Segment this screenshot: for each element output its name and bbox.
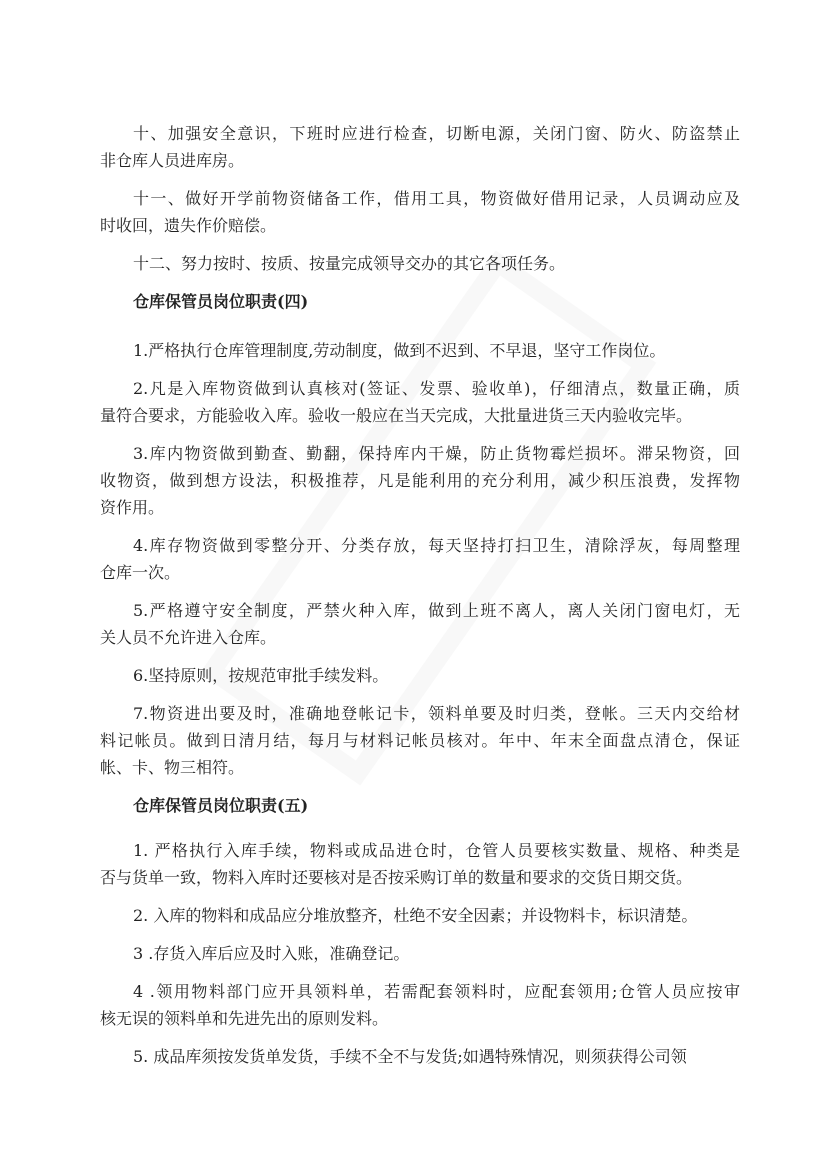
text-line: 3.库内物资做到勤查、勤翻，保持库内干燥，防止货物霉烂损坏。滞呆物资，回 (133, 444, 740, 463)
section-title (100, 792, 740, 819)
paragraph (100, 978, 740, 1032)
paragraph (100, 250, 740, 277)
text-line: 帐、卡、物三相符。 (100, 758, 245, 777)
text-line: 5. 成品库须按发货单发货，手续不全不与发货;如遇特殊情况，则须获得公司领 (133, 1047, 687, 1066)
text-line: 核无误的领料单和先进先出的原则发料。 (100, 1009, 389, 1028)
text-line: 时收回，遗失作价赔偿。 (100, 216, 277, 235)
paragraph (100, 662, 740, 689)
text-line: 1.严格执行仓库管理制度,劳动制度，做到不迟到、不早退，坚守工作岗位。 (133, 341, 666, 360)
text-line: 仓库一次。 (100, 563, 181, 582)
paragraph (100, 1043, 740, 1070)
text-line: 5.严格遵守安全制度，严禁火种入库，做到上班不离人，离人关闭门窗电灯，无 (133, 601, 740, 620)
paragraph (100, 337, 740, 364)
paragraph (100, 440, 740, 521)
text-line: 2.凡是入库物资做到认真核对(签证、发票、验收单)，仔细清点，数量正确，质 (133, 379, 740, 398)
text-line: 4.库存物资做到零整分开、分类存放，每天坚持打扫卫生，清除浮灰，每周整理 (133, 536, 740, 555)
paragraph (100, 902, 740, 929)
paragraph (100, 120, 740, 174)
paragraph (100, 597, 740, 651)
text-line: 量符合要求，方能验收入库。验收一般应在当天完成，大批量进货三天内验收完毕。 (100, 406, 693, 425)
section-title (100, 288, 740, 315)
text-line: 7.物资进出要及时，准确地登帐记卡，领料单要及时归类，登帐。三天内交给材 (133, 704, 740, 723)
text-line: 关人员不允许进入仓库。 (100, 628, 277, 647)
paragraph (100, 700, 740, 781)
text-line: 1. 严格执行入库手续，物料或成品进仓时，仓管人员要核实数量、规格、种类是 (133, 841, 740, 860)
paragraph (100, 940, 740, 967)
text-line: 十二、努力按时、按质、按量完成领导交办的其它各项任务。 (133, 254, 566, 273)
text-line: 十一、做好开学前物资储备工作，借用工具，物资做好借用记录，人员调动应及 (133, 189, 740, 208)
text-line: 6.坚持原则，按规范审批手续发料。 (133, 666, 389, 685)
paragraph (100, 375, 740, 429)
text-line: 十、加强安全意识，下班时应进行检查，切断电源，关闭门窗、防火、防盗禁止 (133, 124, 740, 143)
document-page (100, 120, 740, 1081)
text-line: 4 .领用物料部门应开具领料单，若需配套领料时，应配套领用;仓管人员应按审 (133, 982, 740, 1001)
paragraph (100, 837, 740, 891)
text-line: 仓库保管员岗位职责(五) (133, 796, 309, 815)
text-line: 料记帐员。做到日清月结，每月与材料记帐员核对。年中、年末全面盘点清仓，保证 (100, 731, 740, 750)
text-line: 非仓库人员进库房。 (100, 151, 245, 170)
text-line: 资作用。 (100, 498, 165, 517)
text-line: 3 .存货入库后应及时入账，准确登记。 (133, 944, 410, 963)
text-line: 收物资，做到想方设法，积极推荐，凡是能利用的充分利用，减少积压浪费，发挥物 (100, 471, 740, 490)
paragraph (100, 532, 740, 586)
paragraph (100, 185, 740, 239)
text-line: 2. 入库的物料和成品应分堆放整齐，杜绝不安全因素；并设物料卡，标识清楚。 (133, 906, 698, 925)
text-line: 仓库保管员岗位职责(四) (133, 292, 309, 311)
text-line: 否与货单一致，物料入库时还要核对是否按采购订单的数量和要求的交货日期交货。 (100, 868, 693, 887)
